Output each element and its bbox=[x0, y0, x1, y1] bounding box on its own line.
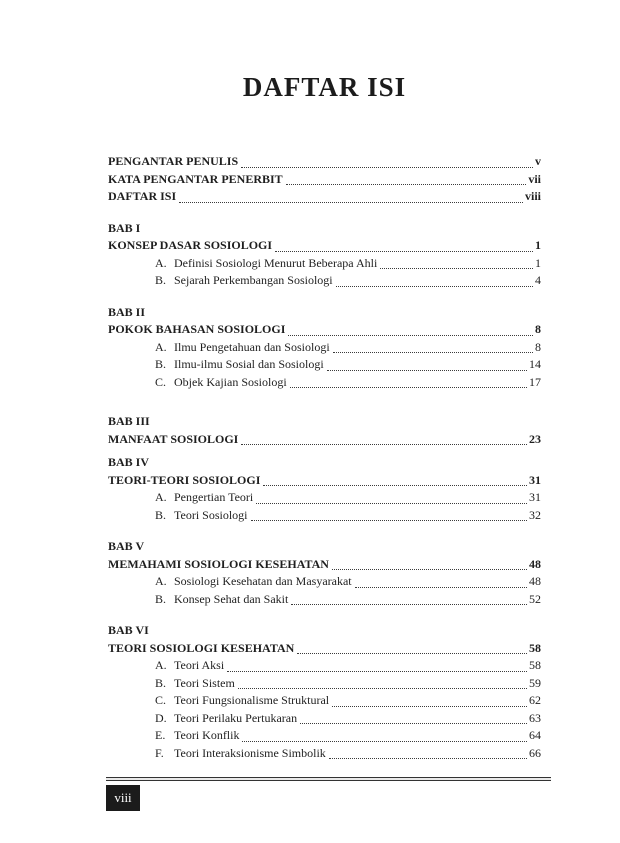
page-number: 62 bbox=[529, 693, 541, 707]
entry-label: KATA PENGANTAR PENERBIT bbox=[108, 171, 283, 186]
item-letter: B. bbox=[155, 507, 167, 522]
toc-sub-entry bbox=[108, 255, 541, 273]
chapter-bab-label: BAB VI bbox=[108, 623, 149, 637]
toc-sub-entry bbox=[108, 675, 541, 693]
toc-content bbox=[108, 0, 541, 762]
table-of-contents bbox=[108, 153, 541, 762]
toc-sub-entry bbox=[108, 272, 541, 290]
item-letter: A. bbox=[155, 574, 167, 588]
chapter-title-label: TEORI-TEORI SOSIOLOGI bbox=[108, 472, 261, 487]
item-letter: A. bbox=[155, 339, 167, 354]
toc-front-matter-entry bbox=[108, 171, 541, 189]
dot-leader bbox=[332, 569, 527, 570]
toc-sub-entry bbox=[108, 507, 541, 525]
dot-leader bbox=[333, 352, 533, 353]
page-number: 14 bbox=[529, 357, 541, 371]
chapter-bab-label: BAB I bbox=[108, 220, 141, 235]
page-number: 48 bbox=[529, 556, 541, 571]
toc-front-matter-entry bbox=[108, 188, 541, 206]
dot-leader bbox=[238, 688, 527, 689]
dot-leader bbox=[300, 723, 527, 724]
dot-leader bbox=[179, 202, 523, 203]
page-number: 64 bbox=[529, 728, 541, 742]
dot-leader bbox=[332, 706, 527, 707]
item-letter: D. bbox=[155, 710, 167, 725]
page-number: vii bbox=[528, 171, 541, 186]
chapter-title-label: MEMAHAMI SOSIOLOGI KESEHATAN bbox=[108, 556, 329, 571]
item-letter: C. bbox=[155, 693, 167, 707]
dot-leader bbox=[327, 370, 527, 371]
item-label: Teori Aksi bbox=[174, 658, 225, 672]
dot-leader bbox=[380, 268, 533, 269]
dot-leader bbox=[336, 286, 533, 287]
chapter-title-label: KONSEP DASAR SOSIOLOGI bbox=[108, 238, 273, 252]
item-label: Teori Konflik bbox=[174, 728, 240, 742]
chapter-bab-label: BAB II bbox=[108, 304, 146, 319]
toc-chapter-title-entry bbox=[108, 556, 541, 574]
dot-leader bbox=[275, 251, 533, 252]
chapter-bab-label: BAB III bbox=[108, 414, 150, 428]
page-number: 66 bbox=[529, 745, 541, 760]
item-label: Konsep Sehat dan Sakit bbox=[174, 591, 289, 606]
item-label: Teori Sosiologi bbox=[174, 507, 248, 522]
item-label: Objek Kajian Sosiologi bbox=[174, 374, 287, 389]
item-label: Teori Interaksionisme Simbolik bbox=[174, 745, 326, 760]
toc-sub-entry bbox=[108, 339, 541, 357]
item-label: Teori Sistem bbox=[174, 675, 235, 690]
toc-chapter bbox=[108, 454, 541, 524]
page-number: 4 bbox=[535, 273, 541, 287]
dot-leader bbox=[241, 167, 533, 168]
chapter-bab-label: BAB IV bbox=[108, 455, 150, 469]
toc-chapter-title-entry bbox=[108, 237, 541, 255]
dot-leader bbox=[288, 335, 533, 336]
page-number: 1 bbox=[535, 238, 541, 252]
item-label: Ilmu Pengetahuan dan Sosiologi bbox=[174, 339, 330, 354]
toc-chapter bbox=[108, 413, 541, 448]
page-number: 23 bbox=[529, 431, 541, 446]
dot-leader bbox=[227, 671, 527, 672]
item-letter: A. bbox=[155, 490, 167, 504]
dot-leader bbox=[251, 520, 528, 521]
entry-label: PENGANTAR PENULIS bbox=[108, 154, 239, 168]
item-letter: E. bbox=[155, 728, 166, 742]
dot-leader bbox=[297, 653, 527, 654]
page-number: 58 bbox=[529, 640, 541, 655]
toc-sub-entry bbox=[108, 657, 541, 675]
dot-leader bbox=[355, 587, 527, 588]
item-label: Pengertian Teori bbox=[174, 490, 254, 504]
page-title: DAFTAR ISI bbox=[242, 72, 407, 102]
item-label: Sosiologi Kesehatan dan Masyarakat bbox=[174, 574, 352, 588]
item-letter: B. bbox=[155, 591, 167, 606]
page-number: 31 bbox=[529, 472, 541, 487]
dot-leader bbox=[241, 444, 527, 445]
toc-chapter-title-entry bbox=[108, 321, 541, 339]
toc-sub-entry bbox=[108, 745, 541, 763]
item-label: Definisi Sosiologi Menurut Beberapa Ahli bbox=[174, 255, 378, 270]
toc-chapter bbox=[108, 538, 541, 608]
chapter-bab-label: BAB V bbox=[108, 539, 145, 553]
item-letter: A. bbox=[155, 658, 167, 672]
toc-sub-entry bbox=[108, 356, 541, 374]
item-letter: A. bbox=[155, 255, 167, 270]
toc-front-matter-entry bbox=[108, 153, 541, 171]
toc-sub-entry bbox=[108, 374, 541, 392]
toc-chapter bbox=[108, 622, 541, 762]
dot-leader bbox=[242, 741, 527, 742]
dot-leader bbox=[263, 485, 527, 486]
dot-leader bbox=[286, 184, 527, 185]
toc-sub-entry bbox=[108, 692, 541, 710]
page-number: 17 bbox=[529, 374, 541, 389]
toc-chapter-title-entry bbox=[108, 431, 541, 449]
page-number: viii bbox=[524, 189, 541, 203]
item-letter: B. bbox=[155, 675, 167, 690]
page-number: 32 bbox=[529, 507, 541, 522]
item-letter: F. bbox=[155, 745, 164, 760]
page-number: 31 bbox=[529, 490, 541, 504]
item-letter: B. bbox=[155, 273, 167, 287]
page-number: v bbox=[535, 154, 541, 168]
toc-chapter bbox=[108, 220, 541, 290]
chapter-title-label: MANFAAT SOSIOLOGI bbox=[108, 431, 239, 446]
item-label: Teori Fungsionalisme Struktural bbox=[174, 693, 330, 707]
toc-sub-entry bbox=[108, 727, 541, 745]
chapter-title-label: TEORI SOSIOLOGI KESEHATAN bbox=[108, 640, 295, 655]
page-number: 48 bbox=[529, 574, 541, 588]
item-letter: B. bbox=[155, 357, 167, 371]
page-number: 1 bbox=[535, 255, 541, 270]
footer-double-rule bbox=[106, 777, 551, 781]
dot-leader bbox=[291, 604, 527, 605]
toc-chapter-title-entry bbox=[108, 640, 541, 658]
item-label: Ilmu-ilmu Sosial dan Sosiologi bbox=[174, 357, 324, 371]
page-number: 52 bbox=[529, 591, 541, 606]
dot-leader bbox=[256, 503, 527, 504]
toc-sub-entry bbox=[108, 573, 541, 591]
dot-leader bbox=[329, 758, 527, 759]
toc-chapter-title-entry bbox=[108, 472, 541, 490]
page-number-badge: viii bbox=[106, 785, 140, 811]
page-number: 8 bbox=[535, 339, 541, 354]
entry-label: DAFTAR ISI bbox=[108, 189, 177, 203]
toc-chapter bbox=[108, 304, 541, 392]
item-label: Sejarah Perkembangan Sosiologi bbox=[174, 273, 333, 287]
page-number: 63 bbox=[529, 710, 541, 725]
chapter-title-label: POKOK BAHASAN SOSIOLOGI bbox=[108, 322, 286, 336]
item-label: Teori Perilaku Pertukaran bbox=[174, 710, 298, 725]
dot-leader bbox=[290, 387, 527, 388]
item-letter: C. bbox=[155, 374, 167, 389]
toc-sub-entry bbox=[108, 489, 541, 507]
toc-sub-entry bbox=[108, 710, 541, 728]
page-number: 8 bbox=[535, 322, 541, 336]
page-number: 58 bbox=[529, 658, 541, 672]
toc-sub-entry bbox=[108, 591, 541, 609]
page-number: 59 bbox=[529, 675, 541, 690]
